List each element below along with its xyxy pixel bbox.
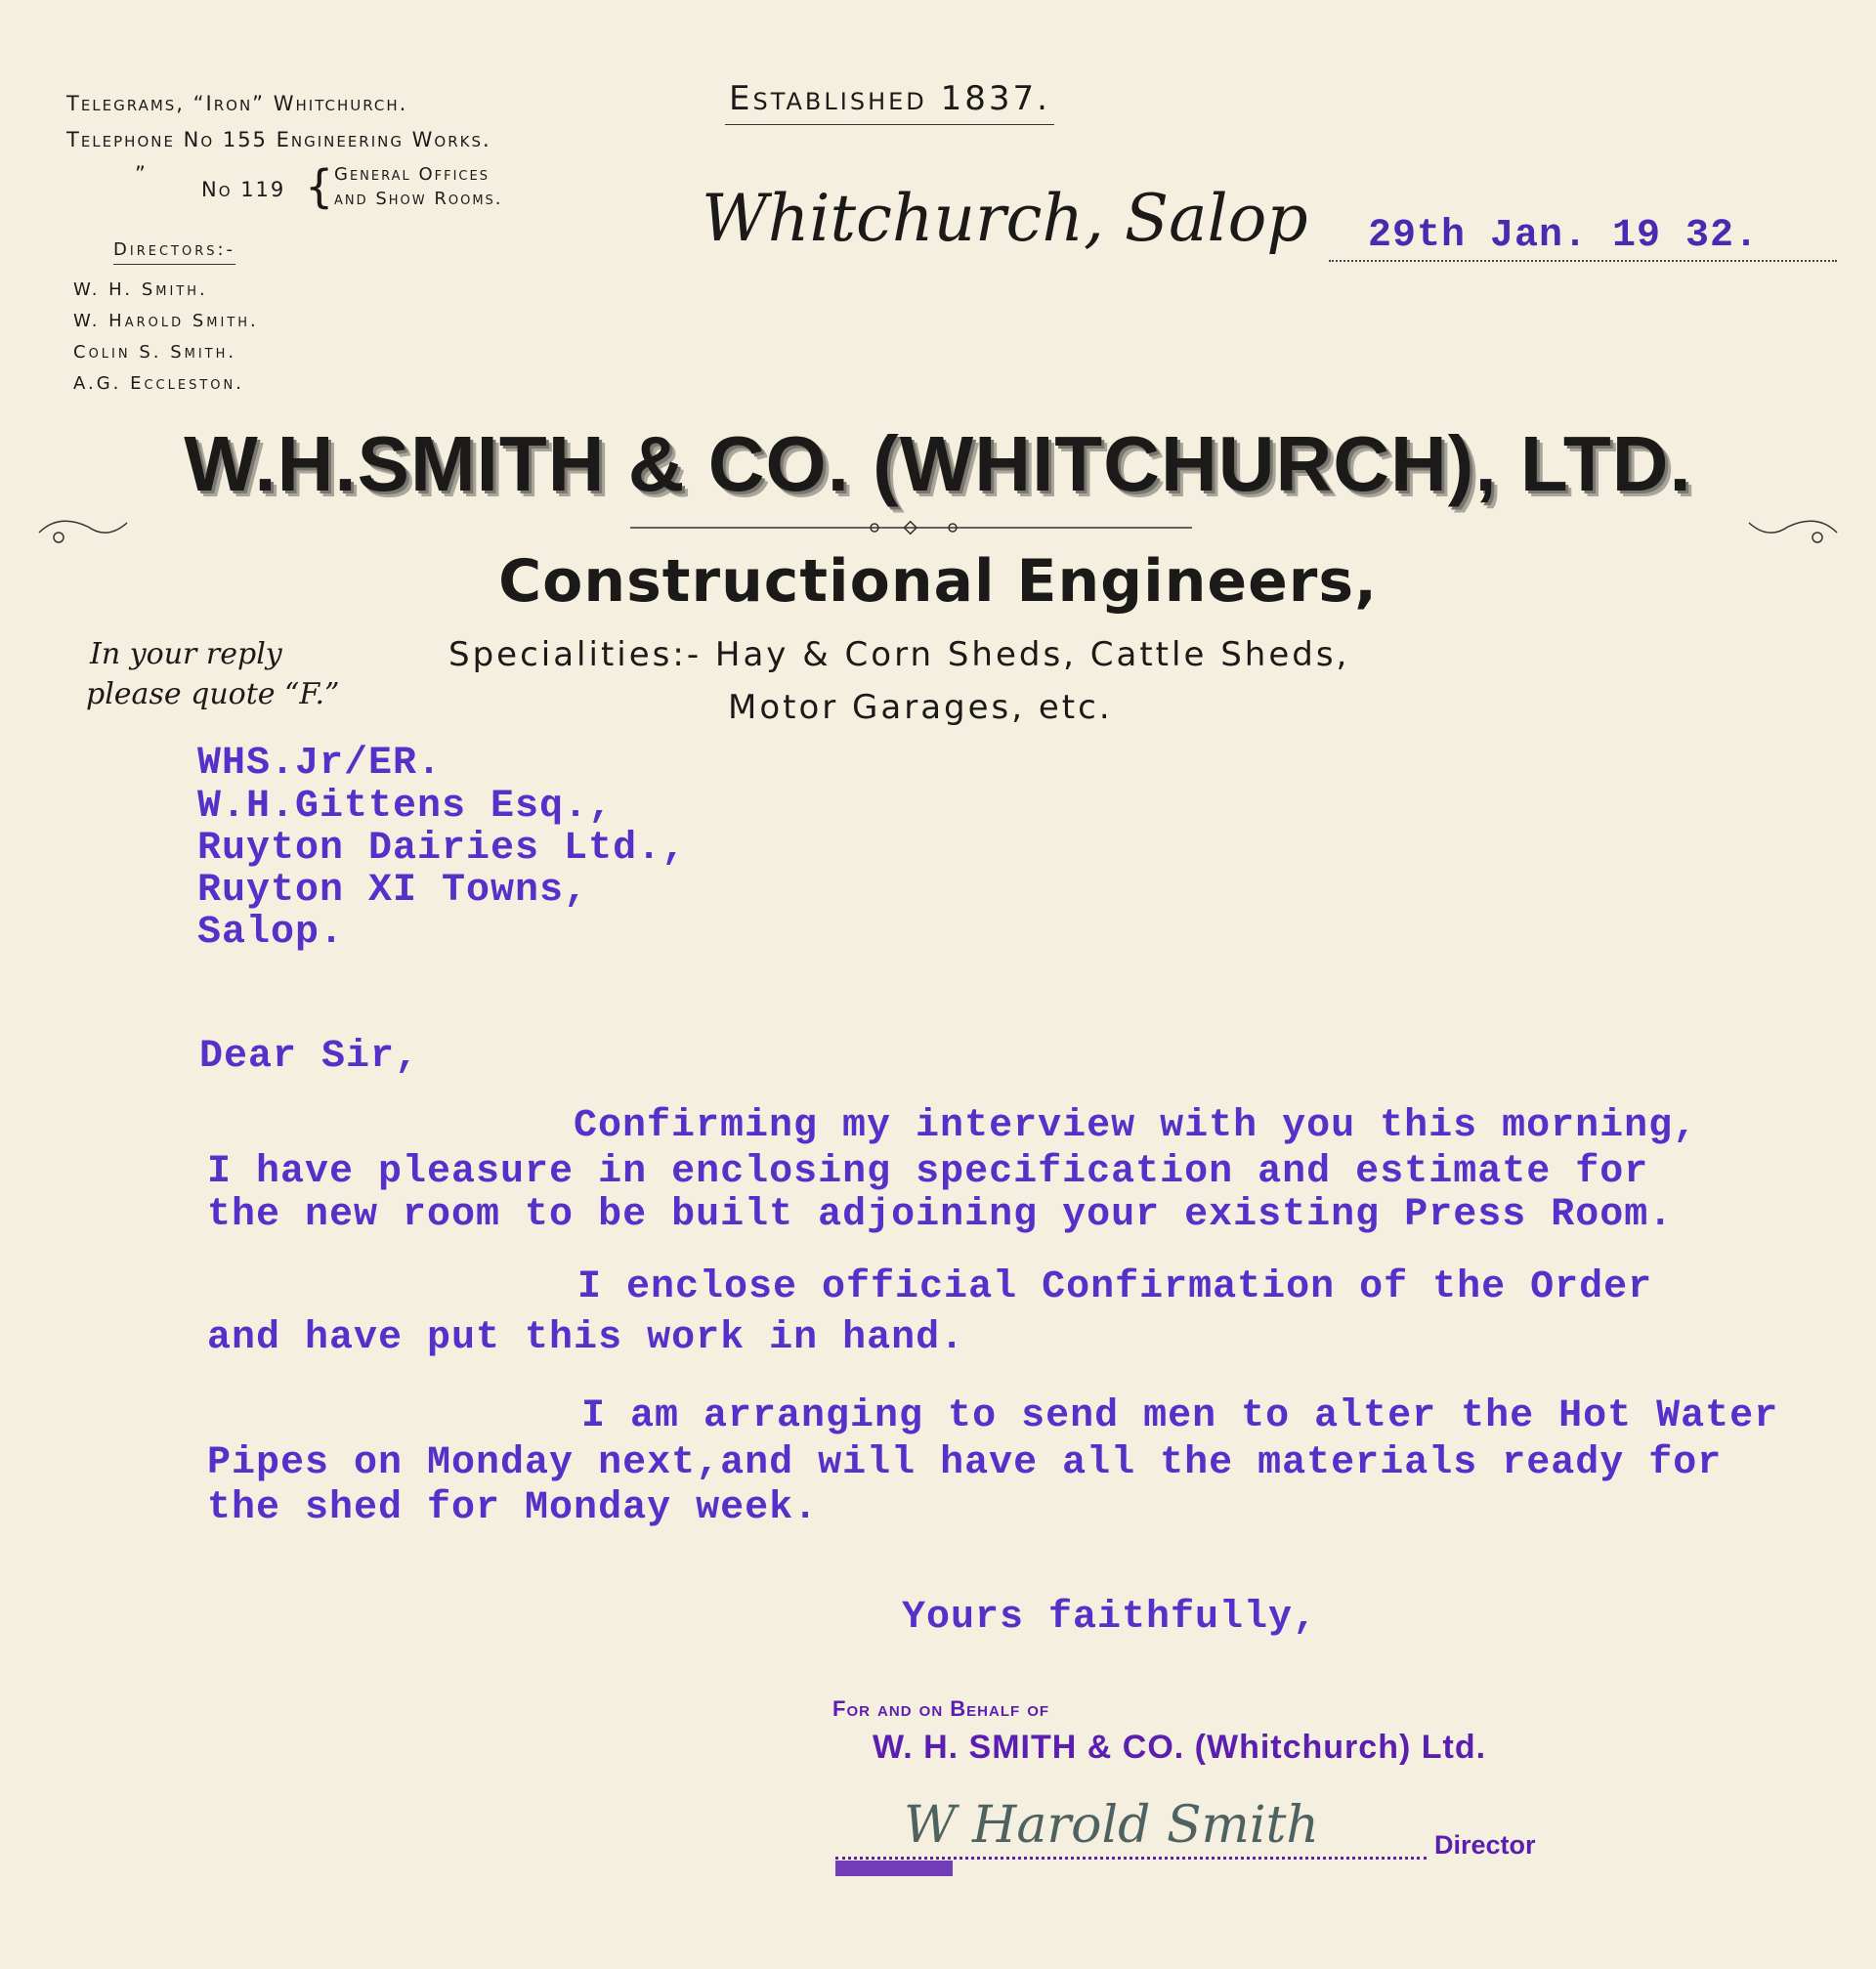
paragraph-1-line: the new room to be built adjoining your existing Press Room. [207, 1193, 1674, 1237]
ornament-rule [0, 508, 1876, 547]
ditto-mark: ” [135, 162, 146, 186]
established: Established 1837. [725, 80, 1054, 125]
paragraph-3-line: I am arranging to send men to alter the Hot Water [581, 1394, 1779, 1438]
signature: W Harold Smith [904, 1796, 1319, 1855]
reference: WHS.Jr/ER. [197, 742, 443, 786]
brace: { [305, 160, 334, 213]
director-1: W. H. Smith. [73, 279, 208, 300]
letter-date: 29th Jan. 19 32. [1368, 214, 1760, 258]
date-rule [1329, 260, 1837, 262]
address-line: Salop. [197, 911, 345, 955]
paragraph-2-line: and have put this work in hand. [207, 1316, 965, 1360]
reply-note-2: please quote “F.” [86, 677, 340, 711]
stamp-line-1: For and on Behalf of [832, 1696, 1050, 1721]
paragraph-3-line: Pipes on Monday next,and will have all the materials ready for [207, 1441, 1723, 1485]
signature-line [835, 1857, 1427, 1860]
director-3: Colin S. Smith. [73, 342, 237, 363]
directors-label: Directors:- [113, 240, 235, 265]
address-line: Ruyton XI Towns, [197, 869, 589, 913]
company-name-logo: W.H.SMITH & CO. (WHITCHURCH), LTD. [184, 420, 1692, 507]
signature-title: Director [1434, 1830, 1536, 1860]
paragraph-2-line: I enclose official Confirmation of the Order [577, 1265, 1653, 1309]
reply-note-1: In your reply [90, 637, 282, 671]
closing: Yours faithfully, [902, 1596, 1318, 1640]
telegrams-line: Telegrams, “Iron” Whitchurch. [66, 92, 408, 115]
director-4: A.G. Eccleston. [73, 373, 244, 394]
trade-title [0, 547, 1876, 616]
address-line: Ruyton Dairies Ltd., [197, 827, 687, 871]
general-offices: General Offices [334, 164, 490, 185]
show-rooms: and Show Rooms. [334, 189, 503, 209]
specialities-line-2: Motor Garages, etc. [728, 688, 1113, 727]
place-name: Whitchurch, Salop [702, 181, 1308, 256]
address-line: W.H.Gittens Esq., [197, 785, 614, 829]
phone-number-2: No 119 [201, 178, 286, 201]
stamp-smudge [835, 1861, 953, 1876]
specialities-line-1: Specialities:- Hay & Corn Sheds, Cattle Sheds, [448, 635, 1350, 674]
telephone-line: Telephone No 155 Engineering Works. [66, 128, 491, 151]
salutation: Dear Sir, [199, 1035, 420, 1079]
paragraph-3-line: the shed for Monday week. [207, 1486, 819, 1530]
stamp-line-2: W. H. SMITH & CO. (Whitchurch) Ltd. [873, 1729, 1487, 1766]
director-2: W. Harold Smith. [73, 311, 259, 331]
paragraph-1-line: Confirming my interview with you this morning, [574, 1104, 1698, 1148]
trade-title-text: Constructional Engineers, [498, 547, 1378, 616]
paragraph-1-line: I have pleasure in enclosing specification and estimate for [207, 1150, 1649, 1194]
